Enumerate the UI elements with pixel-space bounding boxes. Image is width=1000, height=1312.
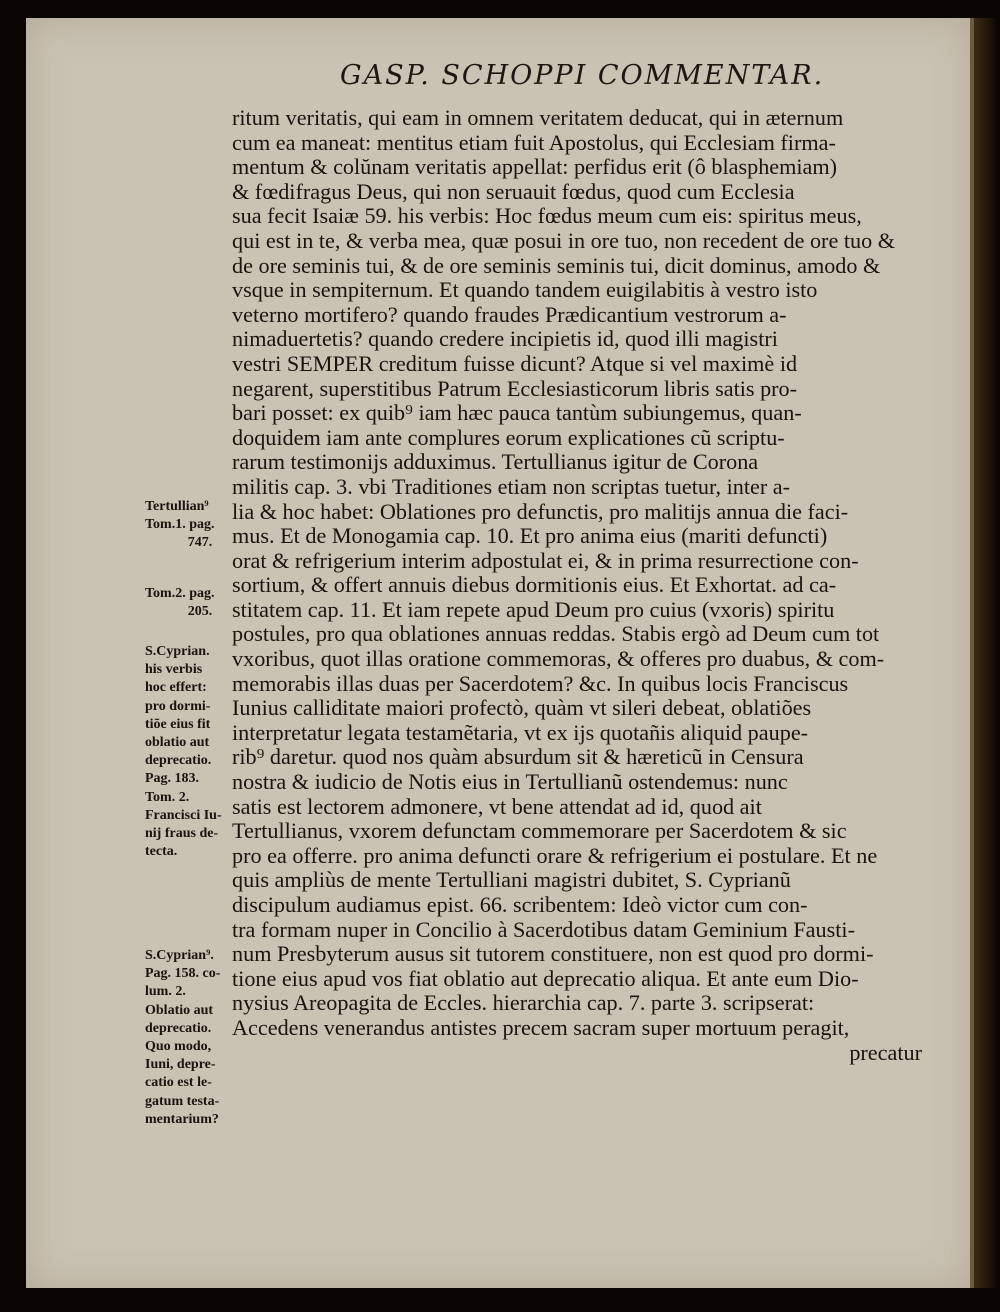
marginal-line: Tom. 2. [145,789,190,805]
marginal-line: tiõe eius fit [145,716,211,732]
book-spine [974,18,996,1288]
text-line: tra formam nuper in Concilio à Sacerdotibus datam Geminium Fausti- [232,917,855,942]
marginal-line: deprecatio. [145,753,212,769]
marginal-line: gatum testa- [145,1093,220,1109]
text-line: nostra & iudicio de Notis eius in Tertullianũ ostendemus: nunc [232,770,788,795]
text-line: rib⁹ daretur. quod nos quàm absurdum sit & hæreticũ in Censura [232,745,804,770]
marginal-line: S.Cyprian. [145,644,210,659]
text-line: bari posset: ex quib⁹ iam hæc pauca tantùm subiungemus, quan- [232,401,802,426]
marginal-line: Tertullian⁹ [145,499,209,514]
marginal-line: Quo modo, [145,1039,212,1055]
marginal-line: catio est le- [145,1075,212,1091]
marginal-line: Pag. 158. co- [145,966,221,982]
marginal-line: Iuni, depre- [145,1057,216,1073]
text-line: & fœdifragus Deus, qui non seruauit fœdus, quod cum Ecclesia [232,179,795,204]
text-line: Iunius calliditate maiori profectò, quàm vt sileri debeat, oblatiões [232,696,812,721]
text-line: ritum veritatis, qui eam in omnem veritatem deducat, qui in æternum [232,106,844,130]
text-line: cum ea maneat: mentitus etiam fuit Apostolus, qui Ecclesiam firma- [232,130,836,155]
text-line: Accedens venerandus antistes precem sacram super mortuum peragit, [232,1015,850,1040]
main-text-block [232,106,922,1065]
marginal-line: Pag. 183. [145,771,200,787]
text-line: orat & refrigerium interim adpostulat ei, & in prima resurrectione con- [232,548,859,573]
text-line: memorabis illas duas per Sacerdotem? &c. In quibus locis Franciscus [232,671,849,696]
text-line: nimaduertetis? quando credere incipietis id, quod illi magistri [232,327,778,352]
marginal-line: nij fraus de- [145,826,219,842]
text-line: discipulum audiamus epist. 66. scribentem: Ideò victor cum con- [232,893,808,917]
marginal-line: Francisci Iu- [145,807,222,823]
text-line: mus. Et de Monogamia cap. 10. Et pro anima eius (mariti defuncti) [232,524,828,549]
marginal-note-cyprian-oblatio [145,947,279,1129]
text-line: mentum & colŭnam veritatis appellat: perfidus erit (ô blasphemiam) [232,155,838,180]
marginal-line: S.Cyprian⁹. [145,948,214,963]
text-line: militis cap. 3. vbi Traditiones etiam non scriptas tuetur, inter a- [232,474,791,499]
text-line: interpretatur legata testamẽtaria, vt ex ijs quotañis aliquid paupe- [232,720,809,745]
text-line: vsque in sempiternum. Et quando tandem euigilabitis à vestro isto [232,278,818,303]
marginal-note-tom2 [145,585,279,621]
marginal-line: 205. [187,604,213,620]
text-line: stitatem cap. 11. Et iam repete apud Deum pro cuius (vxoris) spiritu [232,597,835,622]
running-head: GASP. SCHOPPI COMMENTAR. [340,60,825,91]
text-line: pro ea offerre. pro anima defuncti orare & refrigerium ei postulare. Et ne [232,843,878,868]
text-line: nysius Areopagita de Eccles. hierarchia cap. 7. parte 3. scripserat: [232,991,815,1016]
marginal-note-tertullian [145,498,279,553]
text-line: lia & hoc habet: Oblationes pro defunctis, pro malitijs annua die faci- [232,499,849,524]
marginal-line: hoc effert: [145,680,207,696]
text-line: quis ampliùs de mente Tertulliani magistri dubitet, S. Cyprianũ [232,868,791,893]
text-line: postules, pro qua oblationes annuas reddas. Stabis ergò ad Deum cum tot [232,622,880,647]
marginal-line: lum. 2. [145,984,186,1000]
marginal-line: oblatio aut [145,735,210,751]
text-line: vestri SEMPER creditum fuisse dicunt? Atque si vel maximè id [232,351,798,376]
text-line: sortium, & offert annuis diebus dormitionis eius. Et Exhortat. ad ca- [232,573,837,598]
text-line: qui est in te, & verba mea, quæ posui in ore tuo, non recedent de ore tuo & [232,228,895,253]
catchword: precatur [849,1040,922,1065]
marginal-line: his verbis [145,662,203,678]
marginal-line: Tom.2. pag. [145,586,215,601]
marginal-line: Oblatio aut [145,1002,214,1018]
marginal-line: pro dormi- [145,698,211,714]
text-line: tione eius apud vos fiat oblatio aut deprecatio aliqua. Et ante eum Dio- [232,966,859,991]
text-line: Tertullianus, vxorem defunctam commemorare per Sacerdotem & sic [232,819,847,844]
marginal-line: 747. [187,535,213,551]
text-line: vxoribus, quot illas oratione commemoras, & offeres pro duabus, & com- [232,647,885,672]
text-line: satis est lectorem admonere, vt bene attendat ad id, quod ait [232,794,762,819]
text-line: sua fecit Isaiæ 59. his verbis: Hoc fœdus meum cum eis: spiritus meus, [232,204,862,229]
text-line: doquidem iam ante complures eorum explicationes cũ scriptu- [232,425,785,450]
marginal-line: deprecatio. [145,1020,212,1036]
text-line: negarent, superstitibus Patrum Ecclesiasticorum libris satis pro- [232,376,798,401]
marginal-line: Tom.1. pag. [145,517,215,533]
text-line: veterno mortifero? quando fraudes Prædicantium vestrorum a- [232,302,787,327]
marginal-line: mentarium? [145,1111,219,1127]
text-line: de ore seminis tui, & de ore seminis seminis tui, dicit dominus, amodo & [232,253,881,278]
text-line: rarum testimonijs adduximus. Tertullianus igitur de Corona [232,450,759,475]
marginal-note-cyprian-junius [145,643,279,861]
marginal-line: tecta. [145,844,178,860]
text-line: num Presbyterum ausus sit tutorem constituere, non est quod pro dormi- [232,942,874,967]
